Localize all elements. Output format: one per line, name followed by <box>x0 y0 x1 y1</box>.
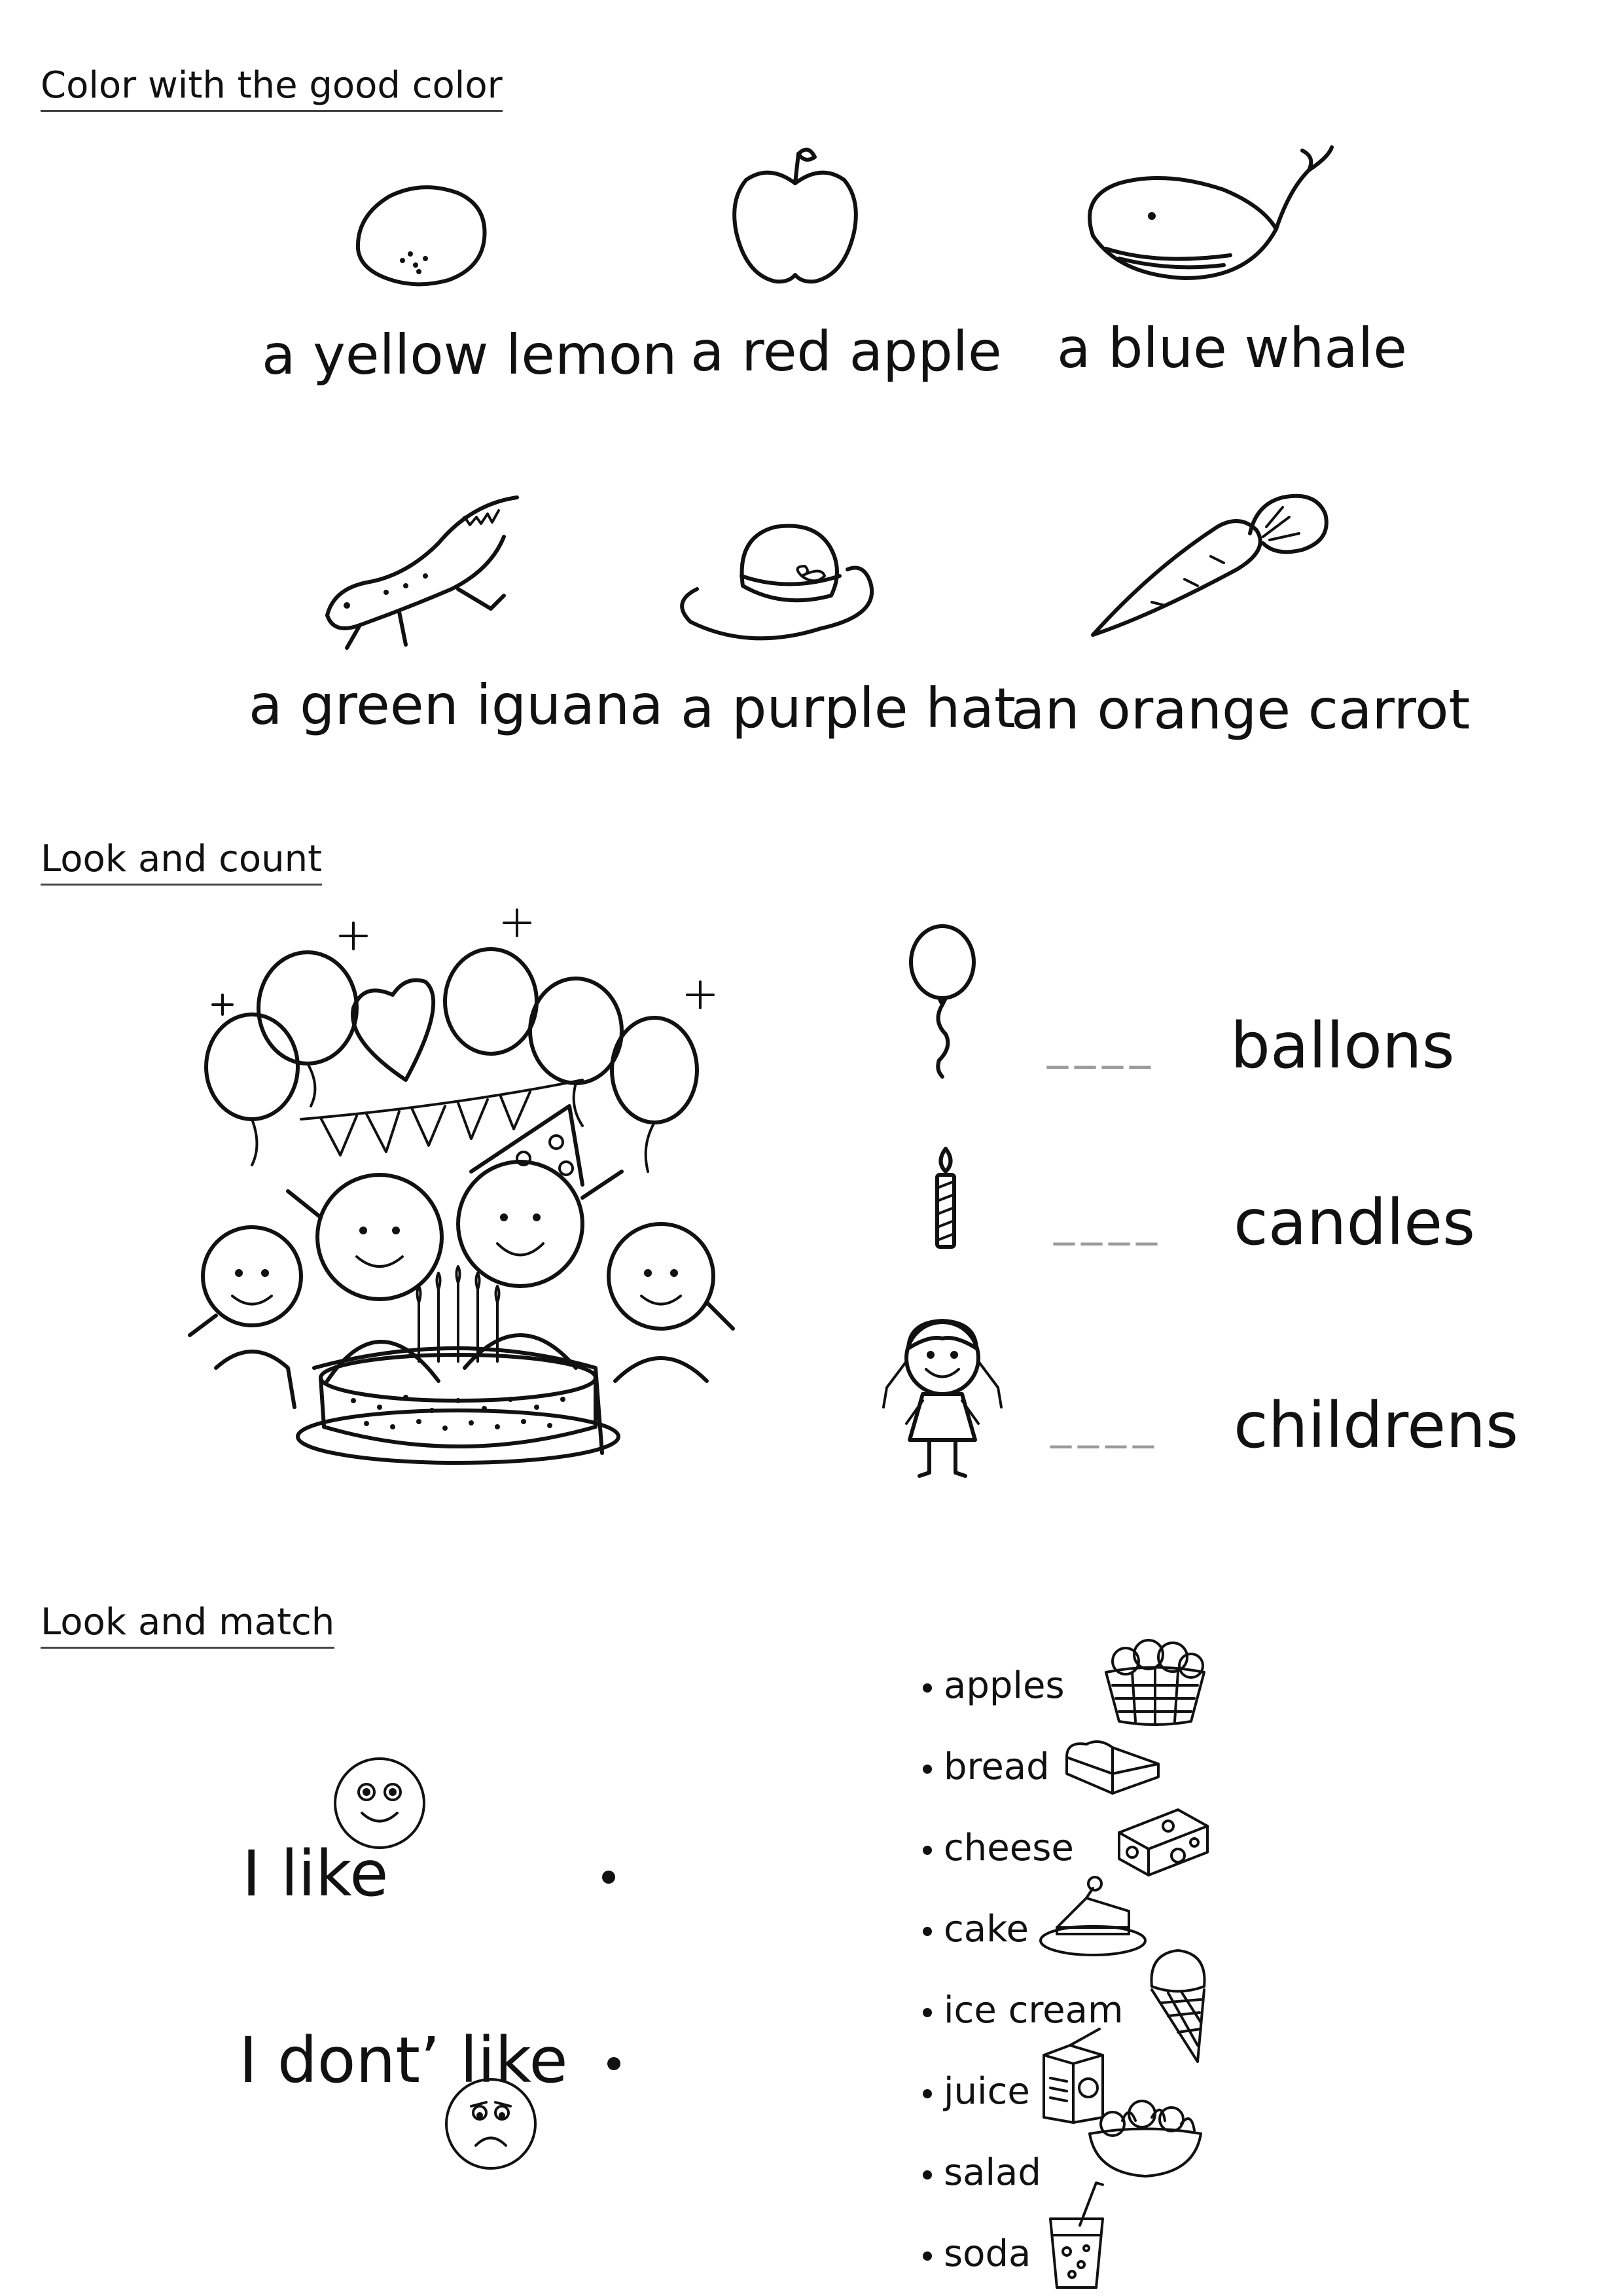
food-label: salad <box>944 2151 1041 2194</box>
bullet <box>923 2089 932 2098</box>
food-item-cheese[interactable] <box>923 1827 1074 1869</box>
salad-bowl-icon <box>1083 2094 1207 2179</box>
iguana-icon <box>308 484 537 661</box>
cheese-icon <box>1113 1806 1211 1878</box>
girl-icon <box>877 1309 1008 1479</box>
color-label-whale: a blue whale <box>1057 316 1407 380</box>
carrot-icon <box>1073 478 1335 648</box>
section-heading-color: Color with the good color <box>41 65 503 112</box>
birthday-party-illustration <box>190 910 740 1453</box>
food-item-ice-cream[interactable] <box>923 1989 1124 2032</box>
food-label: ice cream <box>944 1989 1124 2032</box>
match-label-like: I like <box>242 1837 389 1910</box>
color-label-hat: a purple hat <box>681 676 1016 740</box>
bullet <box>923 2008 932 2017</box>
food-label: bread <box>944 1746 1050 1788</box>
match-dot-dont-like[interactable] <box>607 2057 620 2070</box>
food-item-apples[interactable] <box>923 1664 1065 1707</box>
apple-icon <box>730 144 861 288</box>
apple-basket-icon <box>1099 1636 1211 1728</box>
food-item-salad[interactable] <box>923 2151 1041 2194</box>
whale-icon <box>1080 144 1335 288</box>
bread-icon <box>1060 1738 1165 1797</box>
count-label-candles: candles <box>1234 1186 1476 1259</box>
soda-glass-icon <box>1041 2179 1113 2291</box>
section-heading-count: Look and count <box>41 839 322 886</box>
food-label: soda <box>944 2233 1031 2275</box>
count-blank-children[interactable]: ____ <box>1050 1401 1160 1449</box>
bullet <box>923 2251 932 2261</box>
food-item-soda[interactable] <box>923 2233 1031 2275</box>
food-label: cake <box>944 1908 1029 1950</box>
match-dot-like[interactable] <box>602 1871 615 1884</box>
food-item-cake[interactable] <box>923 1908 1029 1950</box>
food-label: juice <box>944 2070 1030 2113</box>
balloon-icon <box>906 923 978 1080</box>
section-heading-match: Look and match <box>41 1602 334 1649</box>
candle-icon <box>929 1145 962 1250</box>
hat-icon <box>671 511 880 648</box>
bullet <box>923 2170 932 2179</box>
count-label-children: childrens <box>1234 1389 1519 1462</box>
bullet <box>923 1927 932 1936</box>
count-blank-candles[interactable]: ____ <box>1054 1198 1164 1246</box>
bullet <box>923 1765 932 1774</box>
color-label-lemon: a yellow lemon <box>262 323 677 387</box>
lemon-icon <box>350 177 494 288</box>
food-item-juice[interactable] <box>923 2070 1030 2113</box>
count-blank-balloons[interactable]: ____ <box>1047 1021 1157 1069</box>
cake-slice-icon <box>1037 1872 1149 1957</box>
color-label-carrot: an orange carrot <box>1011 677 1471 742</box>
ice-cream-icon <box>1142 1941 1214 2065</box>
food-label: cheese <box>944 1827 1074 1869</box>
food-item-bread[interactable] <box>923 1746 1050 1788</box>
food-label: apples <box>944 1664 1065 1707</box>
count-label-balloons: ballons <box>1230 1009 1455 1083</box>
color-label-apple: a red apple <box>690 319 1002 384</box>
bullet <box>923 1846 932 1855</box>
sad-face-icon <box>442 2075 540 2173</box>
bullet <box>923 1683 932 1693</box>
match-label-dont-like: I dont’ like <box>239 2024 568 2097</box>
color-label-iguana: a green iguana <box>249 673 664 737</box>
